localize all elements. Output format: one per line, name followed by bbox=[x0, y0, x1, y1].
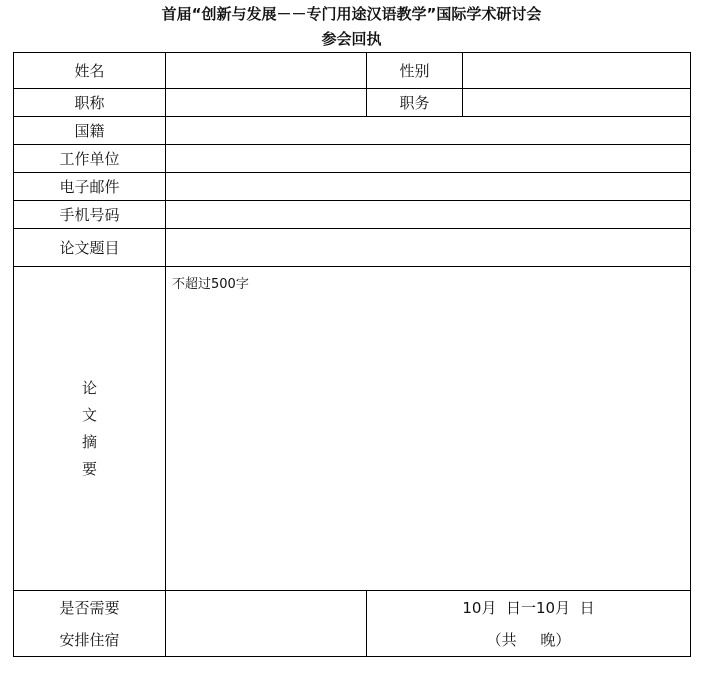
row-name-gender bbox=[14, 53, 691, 89]
abstract-label-char: 文 bbox=[81, 405, 97, 424]
abstract-field[interactable] bbox=[166, 267, 691, 591]
row-abstract bbox=[14, 267, 691, 591]
title-label: 职称 bbox=[14, 89, 166, 117]
accommodation-field[interactable] bbox=[166, 591, 367, 657]
registration-form-table bbox=[13, 52, 691, 657]
paper-title-label: 论文题目 bbox=[14, 229, 166, 267]
row-email bbox=[14, 173, 691, 201]
nationality-label: 国籍 bbox=[14, 117, 166, 145]
paper-title-field[interactable] bbox=[166, 229, 691, 267]
row-nationality bbox=[14, 117, 691, 145]
abstract-label bbox=[14, 267, 166, 591]
form-title: 首届“创新与发展－－专门用途汉语教学”国际学术研讨会 bbox=[161, 5, 542, 23]
email-label: 电子邮件 bbox=[14, 173, 166, 201]
accommodation-dates-line2: （共 晚） bbox=[486, 630, 571, 649]
email-field[interactable] bbox=[166, 173, 691, 201]
abstract-placeholder: 不超过500字 bbox=[172, 277, 249, 292]
row-accommodation bbox=[14, 591, 691, 657]
row-phone bbox=[14, 201, 691, 229]
nationality-field[interactable] bbox=[166, 117, 691, 145]
phone-label: 手机号码 bbox=[14, 201, 166, 229]
accommodation-dates-line1: 10月 日一10月 日 bbox=[462, 598, 595, 617]
accommodation-label bbox=[14, 591, 166, 657]
form-subtitle: 参会回执 bbox=[321, 30, 382, 48]
abstract-label-char: 摘 bbox=[81, 432, 97, 451]
work-unit-field[interactable] bbox=[166, 145, 691, 173]
position-field[interactable] bbox=[463, 89, 691, 117]
position-label: 职务 bbox=[367, 89, 463, 117]
accommodation-label-line1: 是否需要 bbox=[59, 598, 120, 617]
abstract-label-char: 要 bbox=[81, 459, 97, 478]
accommodation-dates-field[interactable] bbox=[367, 591, 691, 657]
gender-field[interactable] bbox=[463, 53, 691, 89]
abstract-label-char: 论 bbox=[81, 378, 97, 397]
work-unit-label: 工作单位 bbox=[14, 145, 166, 173]
name-label: 姓名 bbox=[14, 53, 166, 89]
row-work-unit bbox=[14, 145, 691, 173]
accommodation-label-line2: 安排住宿 bbox=[59, 630, 120, 649]
row-paper-title bbox=[14, 229, 691, 267]
row-title-position bbox=[14, 89, 691, 117]
title-field[interactable] bbox=[166, 89, 367, 117]
phone-field[interactable] bbox=[166, 201, 691, 229]
gender-label: 性别 bbox=[367, 53, 463, 89]
name-field[interactable] bbox=[166, 53, 367, 89]
